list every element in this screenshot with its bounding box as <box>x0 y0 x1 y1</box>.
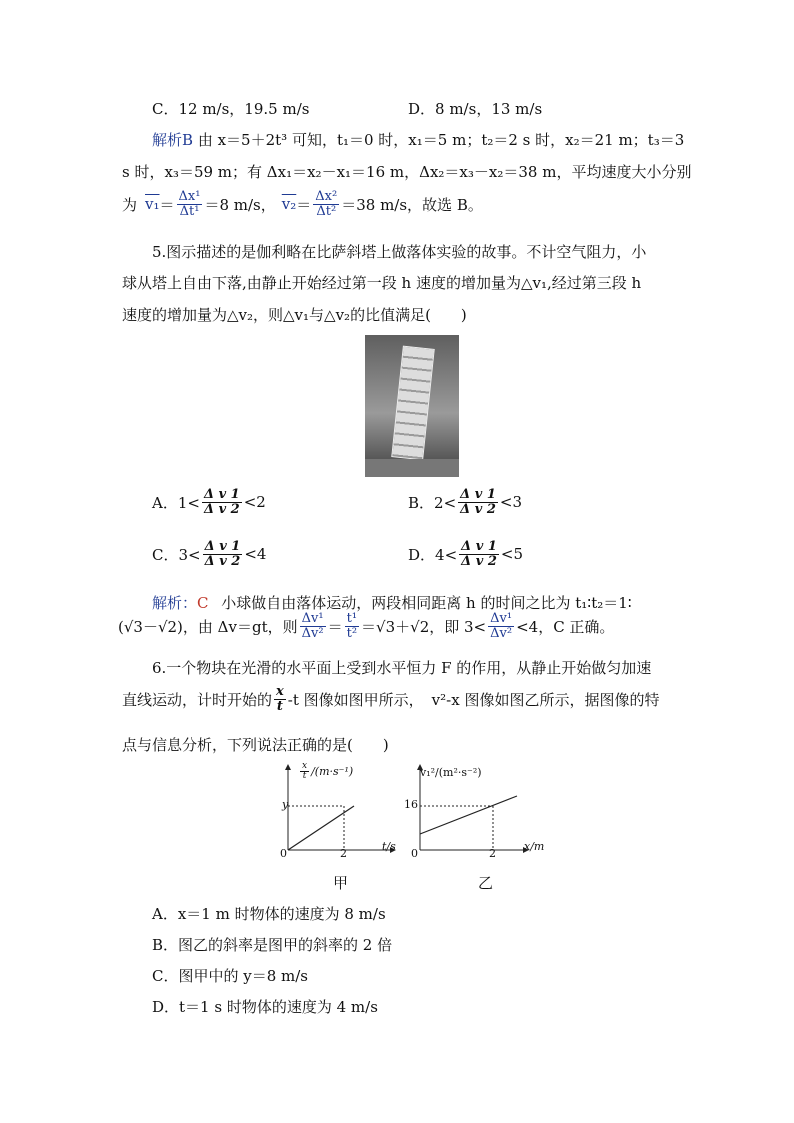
analysis-answer: B <box>182 131 194 149</box>
q6-line1: 6.一个物块在光滑的水平面上受到水平恒力 F 的作用，从静止开始做匀加速 <box>152 659 652 677</box>
avg-velocity-2: v₂ <box>281 195 297 214</box>
q6-line2: 直线运动，计时开始的 $\frac{x}{t}$ -t 图像如图甲所示， v²-x 图像如图乙所示，据图像的特 <box>122 684 660 714</box>
analysis-answer: C <box>197 594 209 612</box>
jia-xlabel: t/s <box>382 840 396 853</box>
analysis-text: 由 x＝5＋2t³ 可知，t₁＝0 时，x₁＝5 m；t₂＝2 s 时，x₂＝21 m；t₃＝3 <box>197 131 685 149</box>
line3-prefix: 为 <box>122 195 138 214</box>
yi-xlabel: x/m <box>524 840 545 853</box>
jia-ylabel: $\frac{x}{t}$ /(m·s⁻¹) <box>302 761 354 782</box>
q4-analysis-line3: 为 v₁ ＝ $\frac{\text{Δx¹}}{\text{Δt¹}}$ ＝8 m/s， v₂ ＝ $\frac{\text{Δx²}}{\text{Δt²}}$ ＝38 m/s，故选 B。 <box>122 189 483 219</box>
q5-analysis-line1: 解析：C 小球做自由落体运动，两段相同距离 h 的时间之比为 t₁∶t₂＝1∶ <box>152 594 632 612</box>
q6-option-b[interactable]: B．图乙的斜率是图甲的斜率的 2 倍 <box>152 936 393 954</box>
q4-analysis-line1 <box>152 129 684 150</box>
q5-option-a[interactable]: A．1< $\frac{\text{Δ v 1}}{\text{Δ v 2}}$ <2 <box>152 487 266 517</box>
yi-x-tick: 2 <box>489 847 496 860</box>
q5-option-b[interactable]: B．2< $\frac{\text{Δ v 1}}{\text{Δ v 2}}$ <3 <box>408 487 523 517</box>
analysis-label: 解析 <box>152 131 183 149</box>
q6-line3: 点与信息分析，下列说法正确的是( ) <box>122 736 389 754</box>
q6-option-a[interactable]: A．x＝1 m 时物体的速度为 8 m/s <box>152 905 386 923</box>
q6-option-c[interactable]: C．图甲中的 y＝8 m/s <box>152 967 309 985</box>
yi-caption: 乙 <box>478 874 494 892</box>
option-c-previous: C．12 m/s，19.5 m/s <box>152 100 310 118</box>
result-2: ＝38 m/s，故选 B。 <box>341 195 483 214</box>
jia-x-tick: 2 <box>340 847 347 860</box>
yi-ylabel: v₁²/(m²·s⁻²) <box>420 766 482 779</box>
option-d-previous: D．8 m/s，13 m/s <box>408 100 543 118</box>
avg-velocity-1: v₁ <box>145 195 160 214</box>
jia-caption: 甲 <box>333 874 349 892</box>
q4-analysis-line2: s 时，x₃＝59 m；有 Δx₁＝x₂－x₁＝16 m，Δx₂＝x₃－x₂＝38 m，平均速度大小分别 <box>122 163 692 181</box>
jia-origin: 0 <box>280 847 287 860</box>
q5-analysis-line2: (√3－√2)，由 Δv＝gt，则 $\frac{\text{Δv¹}}{\text{Δv²}}$ ＝ $\frac{\text{t¹}}{\text{t²}}$ ＝√3＋√2，即 3< $\frac{\text{Δv¹}}{\text{Δv²}}$ <4，C 正确。 <box>118 611 615 641</box>
q5-option-c[interactable]: C．3< $\frac{\text{Δ v 1}}{\text{Δ v 2}}$ <4 <box>152 539 267 569</box>
fraction-1: $\frac{\text{Δx¹}}{\text{Δt¹}}$ <box>178 189 201 219</box>
yi-origin: 0 <box>411 847 418 860</box>
yi-line <box>420 796 517 834</box>
q6-option-d[interactable]: D．t＝1 s 时物体的速度为 4 m/s <box>152 998 378 1016</box>
q5-line1: 5.图示描述的是伽利略在比萨斜塔上做落体实验的故事。不计空气阻力，小 <box>152 243 647 261</box>
jia-y-tick: y <box>282 798 289 811</box>
q5-line3: 速度的增加量为△v₂，则△v₁与△v₂的比值满足( ) <box>122 306 467 324</box>
yi-y-tick: 16 <box>404 798 418 811</box>
q5-option-d[interactable]: D．4< $\frac{\text{Δ v 1}}{\text{Δ v 2}}$ <5 <box>408 539 524 569</box>
result-1: ＝8 m/s， <box>204 195 276 214</box>
q5-line2: 球从塔上自由下落,由静止开始经过第一段 h 速度的增加量为△v₁,经过第三段 h <box>122 274 642 292</box>
fraction-2: $\frac{\text{Δx²}}{\text{Δt²}}$ <box>315 189 338 219</box>
analysis-label: 解析： <box>152 594 198 612</box>
leaning-tower-image <box>365 335 459 477</box>
